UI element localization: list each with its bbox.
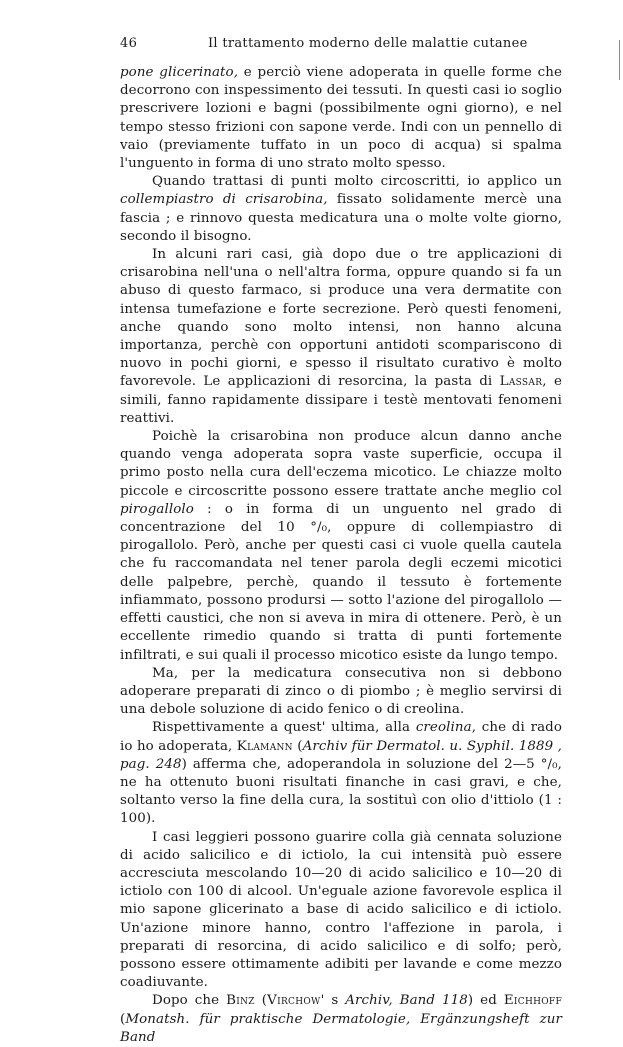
paragraph — [120, 829, 562, 993]
author-name: Virchow — [267, 993, 321, 1009]
text-run: fissato solidamente mercè una fascia ; e rinnovo questa medicatura una o molte volte giorno, secondo il bisogno. — [120, 192, 562, 244]
author-name: Eichhoff — [503, 993, 563, 1009]
italic-text: collempiastro di crisarobina, — [120, 192, 328, 208]
running-title: Il trattamento moderno delle malattie cutanee — [208, 36, 528, 51]
text-run: ) afferma che, adoperandola in soluzione del 2—5 °/₀, ne ha ottenuto buoni risultati finanche in casi gravi, e che, soltanto verso la fine della cura, la sostituì con olio d'ittiolo (1 : 100). — [120, 756, 562, 827]
italic-text: pone glicerinato, — [120, 65, 239, 80]
italic-text: Monatsh. für praktische Dermatologie, Ergänzungsheft zur Band — [120, 1011, 562, 1045]
author-name: Klamann — [236, 738, 293, 754]
italic-text: pirogallolo — [120, 501, 194, 517]
text-run: : o in forma di un unguento nel grado di concentrazione del 10 °/₀, oppure di collempiastro di pirogallolo. Però, anche per questi casi ci vuole quella cautela che fu raccomandata nel tener parola degli eczemi micotici delle palpebre, perchè, quando il tessuto è fortemente infiammato, possono prodursi — sotto l'azione del pirogallolo — effetti caustici, che non si aveva in mira di ottenere. Però, è un eccellente rimedio quando si tratta di punti fortemente infiltrati, e sui quali il processo micotico esiste da lungo tempo. — [120, 501, 562, 663]
author-name: Lassar — [499, 374, 543, 390]
text-run: , e simili, fanno rapidamente dissipare i testè mentovati fenomeni reattivi. — [120, 374, 562, 426]
paragraph — [120, 173, 562, 246]
author-name: Binz — [226, 993, 255, 1009]
italic-text: Archiv für Dermatol. u. Syphil. 1889 , pag. 248 — [120, 738, 562, 772]
text-run: Poichè la crisarobina non produce alcun danno anche quando venga adoperata sopra vaste superficie, occupa il primo posto nella cura dell'eczema micotico. Le chiazze molto piccole e circoscritte possono essere trattate anche meglio col — [120, 429, 562, 499]
text-run: , che di rado io ho adoperata, — [120, 720, 562, 754]
text-run: Quando trattasi di punti molto circoscritti, io applico un — [152, 174, 562, 190]
text-run: ) ed — [467, 993, 504, 1009]
paragraph — [120, 719, 562, 828]
italic-text: creolina — [415, 720, 472, 736]
text-run: Ma, per la medicatura consecutiva non si debbono adoperare preparati di zinco o di piombo ; è meglio servirsi di una debole soluzione di acido fenico o di creolina. — [120, 665, 562, 718]
text-run: ( — [292, 738, 303, 754]
text-run: ' s — [320, 993, 346, 1009]
text-run: e perciò viene adoperata in quelle forme che decorrono con inspessimento dei tessuti. In questi casi io soglio prescrivere lozioni e bagni (possibilmente ogni giorno), e nel tempo stesso frizioni con sapone verde. Indi con un pennello di vaio (previamente tuffato in un poco di acqua) si spalma l'unguento in forma di uno strato molto spesso. — [120, 65, 562, 172]
text-run: ( — [120, 1011, 126, 1027]
paragraph — [120, 992, 562, 1047]
text-run: ( — [254, 993, 268, 1009]
text-run: Dopo che — [152, 993, 227, 1009]
paragraph — [120, 428, 562, 665]
page-header — [120, 36, 562, 56]
text-run: In alcuni rari casi, già dopo due o tre applicazioni di crisarobina nell'una o nell'altra forma, oppure quando si fa un abuso di questo farmaco, si produce una vera dermatite con intensa tumefazione e forte secrezione. Però questi fenomeni, anche quando sono molto intensi, non hanno alcuna importanza, perchè con opportuni antidoti scompariscono di nuovo in pochi giorni, e spesso il risultato curativo è molto favorevole. Le applicazioni di resorcina, la pasta di — [120, 247, 562, 390]
page-number: 46 — [120, 36, 138, 51]
paragraph — [120, 64, 562, 173]
paragraph — [120, 246, 562, 428]
italic-text: Archiv, Band 118 — [345, 993, 468, 1009]
text-run: I casi leggieri possono guarire colla già cennata soluzione di acido salicilico e di ictiolo, la cui intensità può essere accresciuta mescolando 10—20 di acido salicilico e 10—20 di ictiolo con 100 di alcool. Un'eguale azione favorevole esplica il mio sapone glicerinato a base di acido salicilico e di ictiolo. Un'azione minore hanno, contro l'affezione in parola, i preparati di resorcina, di acido salicilico e di solfo; però, possono essere ottimamente adibiti per lavande e come mezzo coadiuvante. — [120, 829, 562, 991]
page-edge-mark — [619, 40, 620, 80]
paragraph — [120, 665, 562, 720]
text-run: Rispettivamente a quest' ultima, alla — [152, 720, 416, 736]
